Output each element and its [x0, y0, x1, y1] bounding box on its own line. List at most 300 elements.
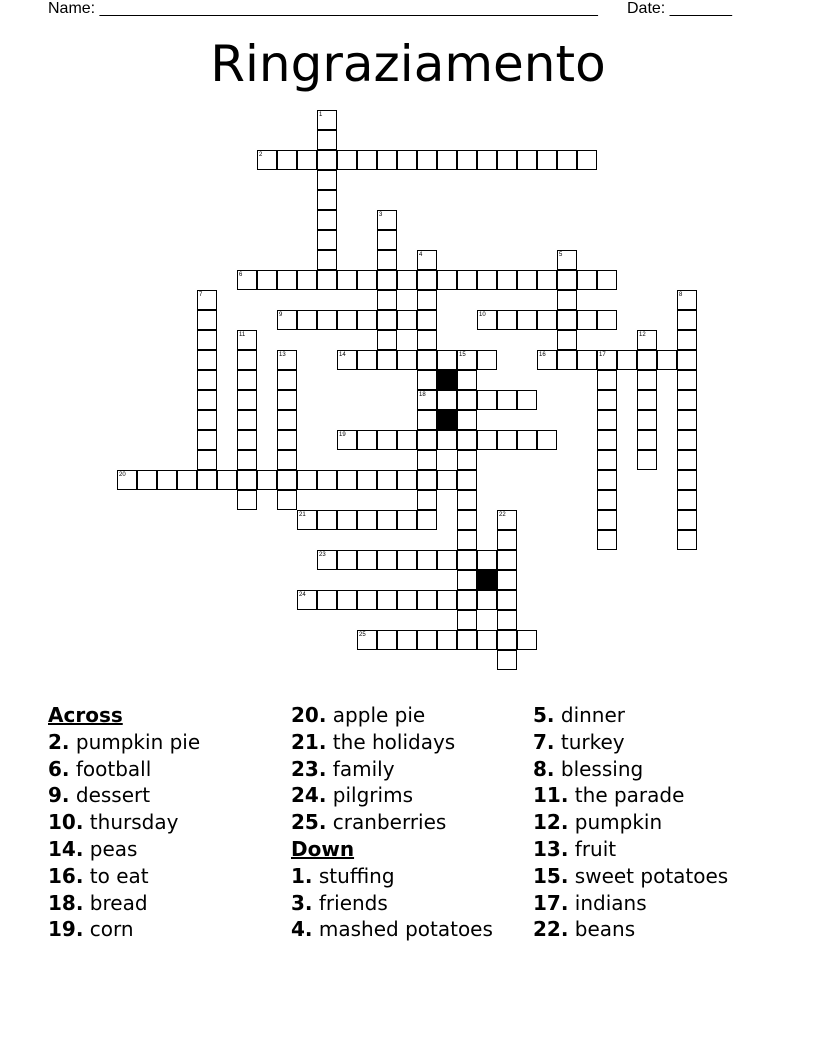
cell-number: 8 [679, 292, 683, 298]
grid-cell[interactable] [637, 350, 657, 370]
grid-cell[interactable] [417, 290, 437, 310]
grid-cell[interactable] [557, 330, 577, 350]
clue-number: 17. [533, 890, 569, 915]
clue-across [291, 729, 531, 756]
clue-number: 4. [291, 917, 313, 942]
grid-cell[interactable] [317, 270, 337, 290]
grid-cell[interactable] [537, 350, 557, 370]
grid-cell[interactable] [337, 590, 357, 610]
grid-cell[interactable] [197, 290, 217, 310]
grid-cell[interactable] [377, 630, 397, 650]
grid-cell[interactable] [497, 590, 517, 610]
grid-cell[interactable] [417, 390, 437, 410]
clue-text: turkey [560, 729, 625, 754]
grid-cell[interactable] [677, 330, 697, 350]
grid-cell[interactable] [457, 450, 477, 470]
clue-number: 21. [291, 729, 327, 754]
grid-cell[interactable] [317, 230, 337, 250]
grid-cell[interactable] [417, 350, 437, 370]
grid-cell[interactable] [497, 610, 517, 630]
grid-cell[interactable] [277, 150, 297, 170]
grid-cell[interactable] [517, 630, 537, 650]
grid-cell[interactable] [677, 370, 697, 390]
grid-cell[interactable] [557, 310, 577, 330]
grid-cell[interactable] [197, 410, 217, 430]
grid-cell[interactable] [197, 450, 217, 470]
grid-cell[interactable] [497, 150, 517, 170]
cell-number: 4 [419, 252, 423, 258]
grid-cell[interactable] [477, 390, 497, 410]
date-field[interactable]: Date: _______ [627, 0, 732, 17]
grid-cell[interactable] [597, 410, 617, 430]
grid-cell[interactable] [417, 250, 437, 270]
grid-cell[interactable] [417, 430, 437, 450]
grid-cell[interactable] [417, 370, 437, 390]
clue-text: fruit [574, 836, 617, 861]
grid-cell[interactable] [457, 350, 477, 370]
clue-number: 2. [48, 729, 70, 754]
grid-cell[interactable] [417, 450, 437, 470]
grid-cell[interactable] [637, 430, 657, 450]
grid-cell[interactable] [257, 270, 277, 290]
clue-text: the parade [574, 783, 685, 808]
grid-cell[interactable] [377, 310, 397, 330]
grid-cell[interactable] [277, 390, 297, 410]
grid-cell[interactable] [677, 490, 697, 510]
grid-cell[interactable] [677, 390, 697, 410]
grid-cell[interactable] [377, 470, 397, 490]
cell-number: 20 [119, 472, 126, 478]
grid-cell[interactable] [597, 510, 617, 530]
grid-cell[interactable] [237, 450, 257, 470]
grid-cell[interactable] [437, 150, 457, 170]
grid-cell[interactable] [357, 310, 377, 330]
clue-across [291, 756, 531, 783]
clue-text: to eat [89, 863, 149, 888]
grid-cell[interactable] [297, 470, 317, 490]
clue-number: 25. [291, 810, 327, 835]
grid-cell[interactable] [457, 430, 477, 450]
grid-cell[interactable] [637, 410, 657, 430]
grid-cell[interactable] [597, 530, 617, 550]
grid-cell[interactable] [537, 270, 557, 290]
grid-cell[interactable] [457, 570, 477, 590]
grid-cell[interactable] [457, 490, 477, 510]
grid-cell[interactable] [517, 150, 537, 170]
grid-cell[interactable] [317, 130, 337, 150]
grid-cell[interactable] [457, 390, 477, 410]
clue-text: friends [318, 890, 388, 915]
cell-number: 23 [319, 552, 326, 558]
grid-cell[interactable] [417, 630, 437, 650]
clue-number: 14. [48, 836, 84, 861]
clue-down [533, 863, 773, 890]
grid-cell[interactable] [397, 270, 417, 290]
grid-cell[interactable] [437, 470, 457, 490]
grid-cell[interactable] [337, 150, 357, 170]
grid-cell[interactable] [497, 270, 517, 290]
grid-cell[interactable] [237, 390, 257, 410]
clue-number: 11. [533, 783, 569, 808]
grid-cell[interactable] [457, 370, 477, 390]
clue-text: peas [89, 836, 138, 861]
grid-cell[interactable] [497, 530, 517, 550]
clue-text: cranberries [332, 810, 447, 835]
grid-cell[interactable] [337, 470, 357, 490]
grid-cell[interactable] [497, 570, 517, 590]
grid-cell[interactable] [677, 510, 697, 530]
grid-cell[interactable] [597, 270, 617, 290]
grid-cell[interactable] [397, 430, 417, 450]
grid-cell[interactable] [357, 550, 377, 570]
grid-cell[interactable] [317, 110, 337, 130]
cell-number: 25 [359, 632, 366, 638]
grid-cell[interactable] [417, 310, 437, 330]
grid-cell[interactable] [497, 390, 517, 410]
grid-cell[interactable] [637, 450, 657, 470]
clue-across [291, 782, 531, 809]
grid-cell[interactable] [117, 470, 137, 490]
grid-cell[interactable] [317, 590, 337, 610]
clue-number: 18. [48, 890, 84, 915]
clue-across [48, 729, 288, 756]
cell-number: 7 [199, 292, 203, 298]
grid-cell[interactable] [437, 590, 457, 610]
grid-cell[interactable] [417, 590, 437, 610]
grid-cell[interactable] [277, 430, 297, 450]
grid-cell[interactable] [677, 450, 697, 470]
grid-cell[interactable] [337, 510, 357, 530]
grid-cell[interactable] [157, 470, 177, 490]
grid-cell[interactable] [477, 310, 497, 330]
grid-cell[interactable] [597, 430, 617, 450]
grid-cell[interactable] [457, 150, 477, 170]
grid-cell[interactable] [337, 270, 357, 290]
grid-cell[interactable] [677, 470, 697, 490]
grid-cell[interactable] [597, 490, 617, 510]
grid-cell[interactable] [317, 210, 337, 230]
grid-cell[interactable] [237, 490, 257, 510]
grid-cell[interactable] [377, 150, 397, 170]
grid-cell[interactable] [397, 510, 417, 530]
grid-cell[interactable] [597, 450, 617, 470]
cell-number: 13 [279, 352, 286, 358]
grid-cell[interactable] [417, 150, 437, 170]
grid-cell[interactable] [637, 330, 657, 350]
clue-down [533, 916, 773, 943]
grid-cell[interactable] [357, 510, 377, 530]
cell-number: 5 [559, 252, 563, 258]
grid-cell[interactable] [377, 350, 397, 370]
puzzle-title: Ringraziamento [210, 35, 606, 93]
grid-cell[interactable] [377, 330, 397, 350]
grid-cell[interactable] [317, 170, 337, 190]
grid-cell[interactable] [677, 350, 697, 370]
grid-cell[interactable] [457, 470, 477, 490]
grid-cell[interactable] [317, 470, 337, 490]
grid-cell[interactable] [397, 150, 417, 170]
grid-cell[interactable] [477, 590, 497, 610]
grid-cell[interactable] [297, 150, 317, 170]
grid-cell[interactable] [457, 510, 477, 530]
grid-cell[interactable] [197, 470, 217, 490]
grid-cell[interactable] [597, 370, 617, 390]
clue-column-1 [48, 702, 288, 943]
grid-cell[interactable] [497, 310, 517, 330]
grid-cell[interactable] [537, 430, 557, 450]
grid-cell[interactable] [257, 150, 277, 170]
cell-number: 9 [279, 312, 283, 318]
grid-cell[interactable] [377, 250, 397, 270]
grid-cell[interactable] [277, 350, 297, 370]
grid-cell[interactable] [557, 350, 577, 370]
cell-number: 11 [239, 332, 246, 338]
grid-cell[interactable] [357, 350, 377, 370]
grid-cell[interactable] [577, 270, 597, 290]
grid-cell[interactable] [297, 590, 317, 610]
grid-cell[interactable] [537, 150, 557, 170]
cell-number: 10 [479, 312, 486, 318]
grid-cell[interactable] [237, 470, 257, 490]
clue-across [48, 890, 288, 917]
grid-cell[interactable] [477, 150, 497, 170]
grid-cell[interactable] [637, 390, 657, 410]
grid-cell[interactable] [417, 270, 437, 290]
clue-number: 12. [533, 810, 569, 835]
clue-number: 15. [533, 863, 569, 888]
clue-down [291, 863, 531, 890]
cell-number: 2 [259, 152, 263, 158]
cell-number: 19 [339, 432, 346, 438]
cell-number: 17 [599, 352, 606, 358]
grid-cell[interactable] [457, 550, 477, 570]
grid-cell[interactable] [417, 550, 437, 570]
cell-number: 21 [299, 512, 306, 518]
grid-cell[interactable] [297, 310, 317, 330]
grid-cell[interactable] [397, 310, 417, 330]
grid-cell[interactable] [537, 310, 557, 330]
grid-cell[interactable] [497, 550, 517, 570]
grid-cell[interactable] [397, 630, 417, 650]
grid-cell[interactable] [497, 650, 517, 670]
clue-down [533, 729, 773, 756]
grid-cell[interactable] [477, 270, 497, 290]
cell-number: 24 [299, 592, 306, 598]
grid-cell[interactable] [377, 270, 397, 290]
grid-cell[interactable] [377, 210, 397, 230]
grid-cell[interactable] [597, 310, 617, 330]
grid-cell[interactable] [397, 470, 417, 490]
grid-cell[interactable] [557, 270, 577, 290]
cell-number: 15 [459, 352, 466, 358]
grid-cell[interactable] [457, 410, 477, 430]
grid-cell[interactable] [457, 270, 477, 290]
grid-cell[interactable] [477, 350, 497, 370]
grid-cell[interactable] [237, 270, 257, 290]
grid-cell[interactable] [237, 350, 257, 370]
grid-cell[interactable] [437, 430, 457, 450]
clue-across [48, 809, 288, 836]
clue-down [291, 916, 531, 943]
grid-cell[interactable] [277, 310, 297, 330]
grid-cell[interactable] [417, 330, 437, 350]
grid-cell[interactable] [557, 250, 577, 270]
grid-cell[interactable] [197, 370, 217, 390]
black-cell [437, 410, 457, 430]
clue-text: dessert [75, 783, 151, 808]
grid-cell[interactable] [517, 310, 537, 330]
clue-text: stuffing [318, 863, 395, 888]
grid-cell[interactable] [417, 510, 437, 530]
grid-cell[interactable] [477, 630, 497, 650]
grid-cell[interactable] [397, 590, 417, 610]
grid-cell[interactable] [637, 370, 657, 390]
grid-cell[interactable] [497, 430, 517, 450]
across-heading: Across [48, 703, 123, 727]
grid-cell[interactable] [377, 290, 397, 310]
cell-number: 22 [499, 512, 506, 518]
grid-cell[interactable] [577, 150, 597, 170]
grid-cell[interactable] [517, 390, 537, 410]
grid-cell[interactable] [517, 270, 537, 290]
grid-cell[interactable] [457, 610, 477, 630]
grid-cell[interactable] [557, 290, 577, 310]
grid-cell[interactable] [237, 430, 257, 450]
grid-cell[interactable] [357, 470, 377, 490]
clue-down [533, 890, 773, 917]
cell-number: 3 [379, 212, 383, 218]
grid-cell[interactable] [417, 410, 437, 430]
grid-cell[interactable] [397, 550, 417, 570]
grid-cell[interactable] [437, 350, 457, 370]
grid-cell[interactable] [497, 630, 517, 650]
grid-cell[interactable] [357, 430, 377, 450]
grid-cell[interactable] [337, 350, 357, 370]
clue-number: 23. [291, 756, 327, 781]
clue-number: 8. [533, 756, 555, 781]
clue-number: 13. [533, 836, 569, 861]
grid-cell[interactable] [337, 310, 357, 330]
grid-cell[interactable] [377, 550, 397, 570]
grid-cell[interactable] [277, 450, 297, 470]
grid-cell[interactable] [317, 150, 337, 170]
grid-cell[interactable] [317, 190, 337, 210]
grid-cell[interactable] [577, 310, 597, 330]
grid-cell[interactable] [677, 410, 697, 430]
clue-text: family [332, 756, 395, 781]
grid-cell[interactable] [357, 150, 377, 170]
grid-cell[interactable] [677, 530, 697, 550]
grid-cell[interactable] [377, 590, 397, 610]
clue-across [48, 756, 288, 783]
grid-cell[interactable] [197, 310, 217, 330]
grid-cell[interactable] [437, 630, 457, 650]
grid-cell[interactable] [237, 410, 257, 430]
grid-cell[interactable] [257, 470, 277, 490]
grid-cell[interactable] [197, 330, 217, 350]
clue-number: 6. [48, 756, 70, 781]
grid-cell[interactable] [597, 350, 617, 370]
clue-text: pilgrims [332, 783, 413, 808]
grid-cell[interactable] [297, 510, 317, 530]
grid-cell[interactable] [657, 350, 677, 370]
grid-cell[interactable] [277, 470, 297, 490]
grid-cell[interactable] [477, 430, 497, 450]
grid-cell[interactable] [237, 370, 257, 390]
grid-cell[interactable] [597, 470, 617, 490]
grid-cell[interactable] [317, 250, 337, 270]
grid-cell[interactable] [237, 330, 257, 350]
clue-text: beans [574, 917, 636, 942]
grid-cell[interactable] [557, 150, 577, 170]
grid-cell[interactable] [377, 430, 397, 450]
grid-cell[interactable] [457, 590, 477, 610]
grid-cell[interactable] [197, 430, 217, 450]
clue-number: 7. [533, 729, 555, 754]
grid-cell[interactable] [197, 390, 217, 410]
clue-number: 9. [48, 783, 70, 808]
grid-cell[interactable] [277, 370, 297, 390]
grid-cell[interactable] [357, 270, 377, 290]
clue-number: 3. [291, 890, 313, 915]
grid-cell[interactable] [197, 350, 217, 370]
grid-cell[interactable] [277, 410, 297, 430]
grid-cell[interactable] [477, 550, 497, 570]
grid-cell[interactable] [577, 350, 597, 370]
grid-cell[interactable] [377, 510, 397, 530]
grid-cell[interactable] [357, 630, 377, 650]
grid-cell[interactable] [617, 350, 637, 370]
grid-cell[interactable] [437, 550, 457, 570]
grid-cell[interactable] [217, 470, 237, 490]
grid-cell[interactable] [677, 290, 697, 310]
grid-cell[interactable] [337, 430, 357, 450]
cell-number: 16 [539, 352, 546, 358]
grid-cell[interactable] [337, 550, 357, 570]
grid-cell[interactable] [397, 350, 417, 370]
grid-cell[interactable] [137, 470, 157, 490]
grid-cell[interactable] [277, 270, 297, 290]
clue-text: mashed potatoes [318, 917, 493, 942]
grid-cell[interactable] [417, 470, 437, 490]
grid-cell[interactable] [497, 510, 517, 530]
clue-across [48, 916, 288, 943]
name-field[interactable]: Name: ________________________________________________________ [48, 0, 598, 17]
grid-cell[interactable] [677, 430, 697, 450]
grid-cell[interactable] [357, 590, 377, 610]
clue-text: football [75, 756, 152, 781]
clue-text: sweet potatoes [574, 863, 729, 888]
grid-cell[interactable] [437, 270, 457, 290]
grid-cell[interactable] [317, 510, 337, 530]
grid-cell[interactable] [597, 390, 617, 410]
grid-cell[interactable] [457, 630, 477, 650]
grid-cell[interactable] [417, 490, 437, 510]
grid-cell[interactable] [177, 470, 197, 490]
grid-cell[interactable] [317, 310, 337, 330]
clue-down [533, 836, 773, 863]
grid-cell[interactable] [437, 390, 457, 410]
clue-number: 10. [48, 810, 84, 835]
grid-cell[interactable] [317, 550, 337, 570]
grid-cell[interactable] [517, 430, 537, 450]
grid-cell[interactable] [377, 230, 397, 250]
grid-cell[interactable] [677, 310, 697, 330]
grid-cell[interactable] [457, 530, 477, 550]
cell-number: 14 [339, 352, 346, 358]
grid-cell[interactable] [297, 270, 317, 290]
grid-cell[interactable] [277, 490, 297, 510]
